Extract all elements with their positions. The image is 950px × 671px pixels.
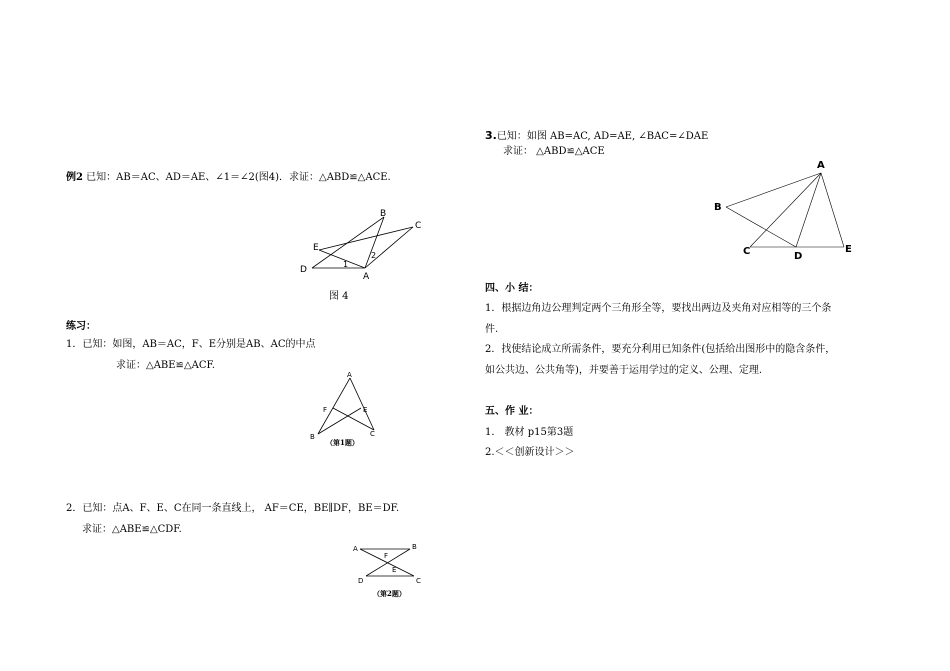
q3-label-e: E (845, 244, 852, 255)
summary-p2-line1: 2．找使结论成立所需条件，要充分利用已知条件(包括给出图形中的隐含条件， (485, 344, 836, 355)
q3-diagram (710, 155, 860, 260)
summary-p1-line1: 1．根据边角边公理判定两个三角形全等，要找出两边及夹角对应相等的三个条 (485, 303, 832, 314)
q1-label-c: C (370, 430, 375, 438)
q3-label-c: C (743, 246, 751, 257)
q2-caption: （第2题） (373, 589, 406, 598)
q3-line2: 求证： △ABD≌△ACE (503, 146, 605, 157)
q2-diagram (348, 540, 428, 590)
homework-item2: 2.＜＜创新设计＞＞ (485, 447, 575, 458)
q2-label-a: A (353, 545, 358, 553)
q3-line1 (485, 127, 708, 142)
fig4-angle-2: 2 (371, 251, 377, 260)
q1-diagram (306, 368, 386, 448)
example2-text (66, 168, 391, 183)
q1-label-b: B (310, 433, 315, 441)
example2-label: 例2 (66, 172, 83, 183)
example2-statement: 已知：AB＝AC、AD＝AE、∠1＝∠2(图4)．求证：△ABD≌△ACE. (86, 172, 391, 183)
q3-label-d: D (794, 251, 803, 262)
q3-statement: 已知：如图 AB=AC, AD=AE, ∠BAC=∠DAE (496, 131, 709, 142)
practice-q1-line1: 1．已知：如图，AB＝AC，F、E分别是AB、AC的中点 (66, 339, 316, 350)
practice-q1-line2: 求证：△ABE≌△ACF. (116, 360, 216, 371)
fig4-angle-1: 1 (343, 260, 349, 269)
q3-number: 3. (485, 129, 497, 142)
summary-p1-line2: 件. (485, 324, 499, 335)
q1-label-a: A (347, 371, 352, 379)
homework-item1: 1． 教材 p15第3题 (485, 427, 574, 438)
fig4-label-e: E (313, 243, 319, 253)
fig4-label-a: A (363, 272, 370, 282)
q3-label-b: B (714, 202, 722, 213)
q2-label-f: F (384, 552, 389, 560)
practice-q2-line1: 2．已知：点A、F、E、C在同一条直线上， AF＝CE，BE∥DF，BE＝DF. (66, 503, 400, 514)
q1-caption: （第1题） (326, 438, 359, 447)
q1-label-e: E (363, 406, 368, 414)
fig4-label-b: B (380, 209, 387, 219)
fig4-label-d: D (300, 265, 307, 275)
q1-label-f: F (323, 406, 328, 414)
q3-label-a: A (817, 160, 825, 171)
q2-label-b: B (412, 543, 417, 551)
q2-label-c: C (416, 577, 421, 585)
summary-heading: 四、小 结： (485, 283, 539, 294)
fig4-label-c: C (415, 221, 422, 231)
practice-q2-line2: 求证：△ABE≌△CDF. (82, 524, 182, 535)
q2-label-e: E (392, 566, 397, 574)
practice-heading: 练习： (66, 321, 96, 332)
fig4-caption: 图 4 (329, 291, 349, 302)
summary-p2-line2: 如公共边、公共角等)，并要善于运用学过的定义、公理、定理. (485, 365, 763, 376)
figure-4-diagram (296, 205, 436, 280)
q2-label-d: D (358, 577, 364, 585)
homework-heading: 五、作 业： (485, 406, 539, 417)
